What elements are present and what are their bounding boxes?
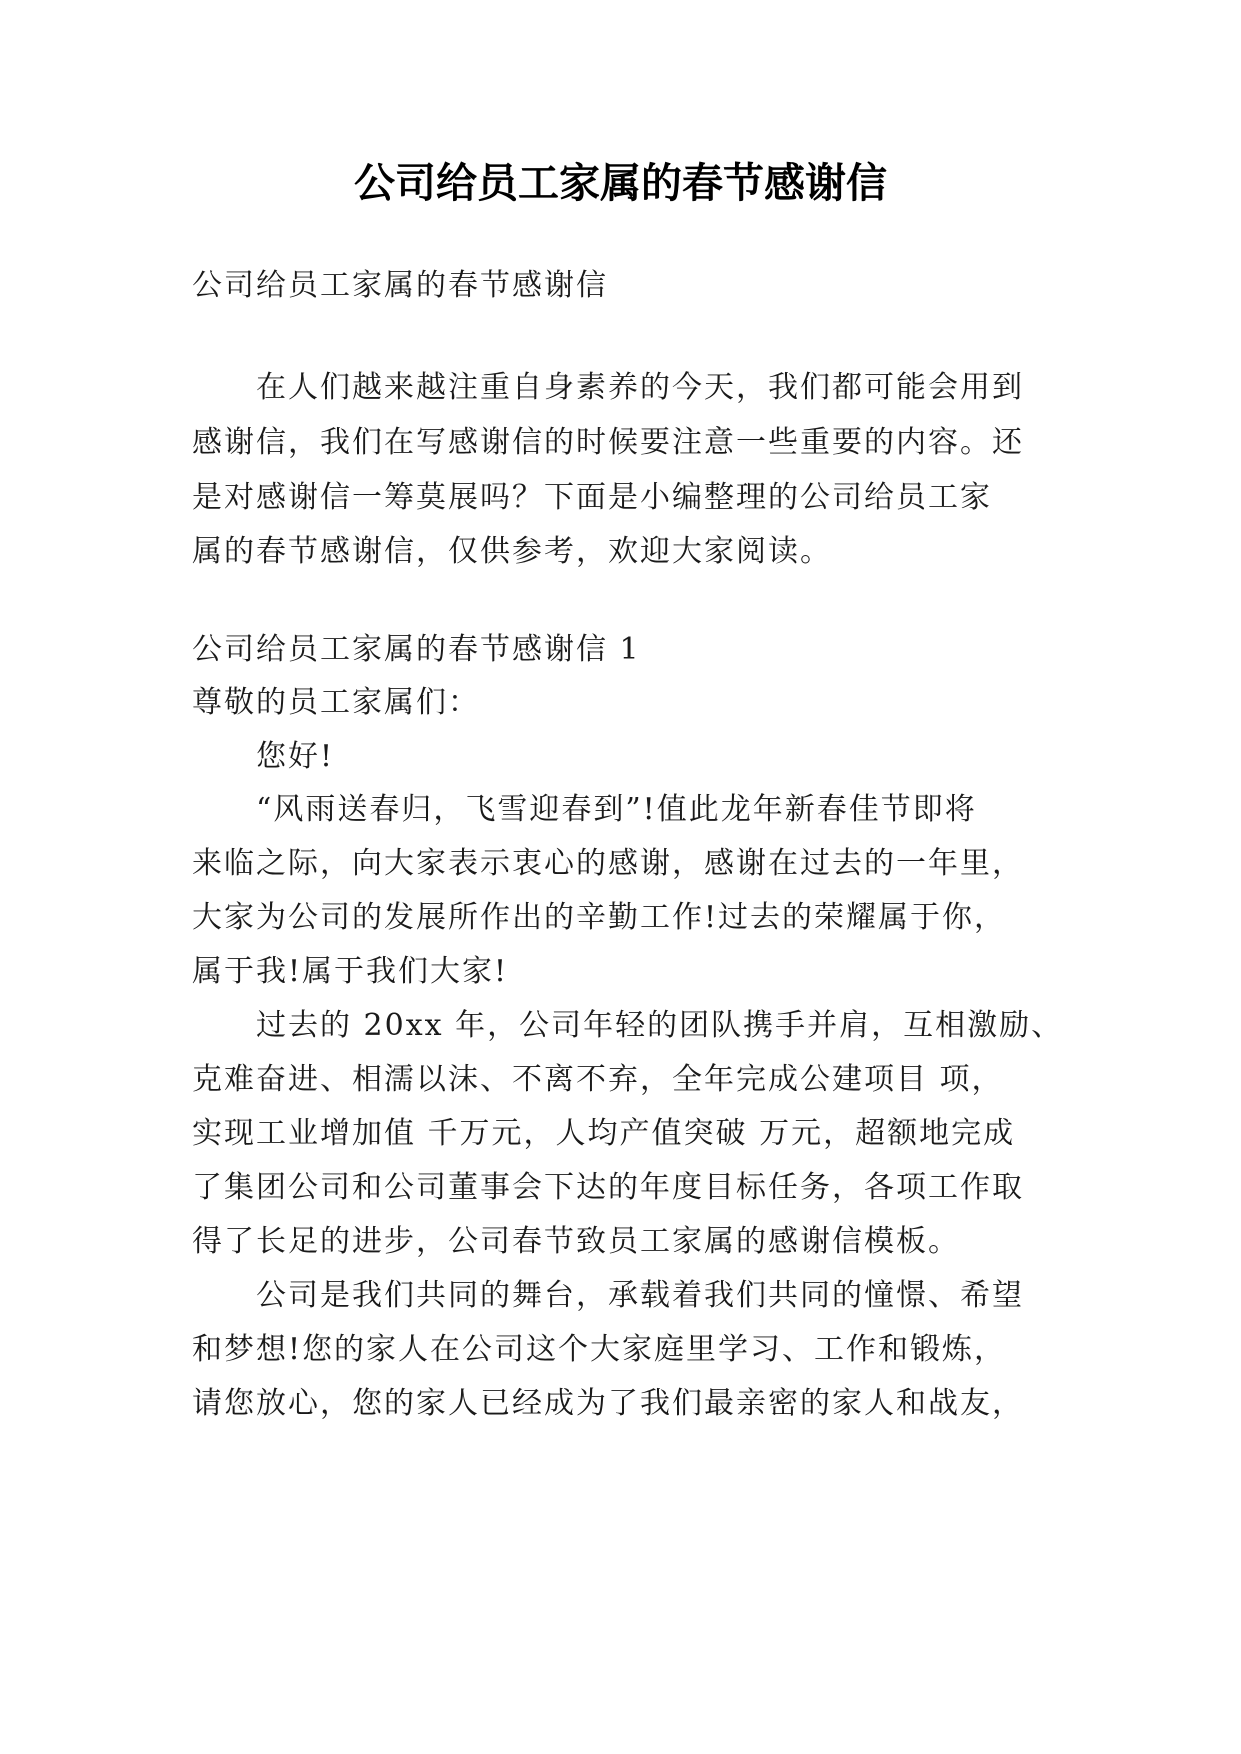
para3-line-2: 和梦想!您的家人在公司这个大家庭里学习、工作和锻炼，	[192, 1332, 1007, 1367]
para2-line-4: 了集团公司和公司董事会下达的年度目标任务，各项工作取	[192, 1170, 1024, 1205]
intro-line-1: 在人们越来越注重自身素养的今天，我们都可能会用到	[256, 370, 1024, 405]
para2-line-2: 克难奋进、相濡以沫、不离不弃，全年完成公建项目 项，	[192, 1062, 1004, 1097]
para3-line-3: 请您放心，您的家人已经成为了我们最亲密的家人和战友，	[192, 1386, 1024, 1421]
intro-line-3: 是对感谢信一筹莫展吗？下面是小编整理的公司给员工家	[192, 480, 992, 515]
para1-line-2: 来临之际，向大家表示衷心的感谢，感谢在过去的一年里，	[192, 846, 1024, 881]
para3-line-1: 公司是我们共同的舞台，承载着我们共同的憧憬、希望	[256, 1278, 1024, 1313]
document-subtitle: 公司给员工家属的春节感谢信	[192, 268, 608, 303]
letter-heading: 公司给员工家属的春节感谢信 1	[192, 632, 641, 667]
para2-line-5: 得了长足的进步，公司春节致员工家属的感谢信模板。	[192, 1224, 960, 1259]
para2-line-3: 实现工业增加值 千万元，人均产值突破 万元，超额地完成	[192, 1116, 1016, 1151]
salutation: 尊敬的员工家属们：	[192, 685, 480, 720]
para2-line-1: 过去的 20xx 年，公司年轻的团队携手并肩，互相激励、	[256, 1008, 1064, 1043]
para1-line-4: 属于我!属于我们大家!	[192, 954, 509, 989]
intro-line-4: 属的春节感谢信，仅供参考，欢迎大家阅读。	[192, 534, 832, 569]
para1-line-3: 大家为公司的发展所作出的辛勤工作!过去的荣耀属于你，	[192, 900, 1007, 935]
page-title: 公司给员工家属的春节感谢信	[354, 159, 887, 207]
intro-line-2: 感谢信，我们在写感谢信的时候要注意一些重要的内容。还	[192, 425, 1024, 460]
para1-line-1: “风雨送春归，飞雪迎春到”!值此龙年新春佳节即将	[256, 792, 977, 827]
greeting: 您好!	[256, 739, 335, 774]
